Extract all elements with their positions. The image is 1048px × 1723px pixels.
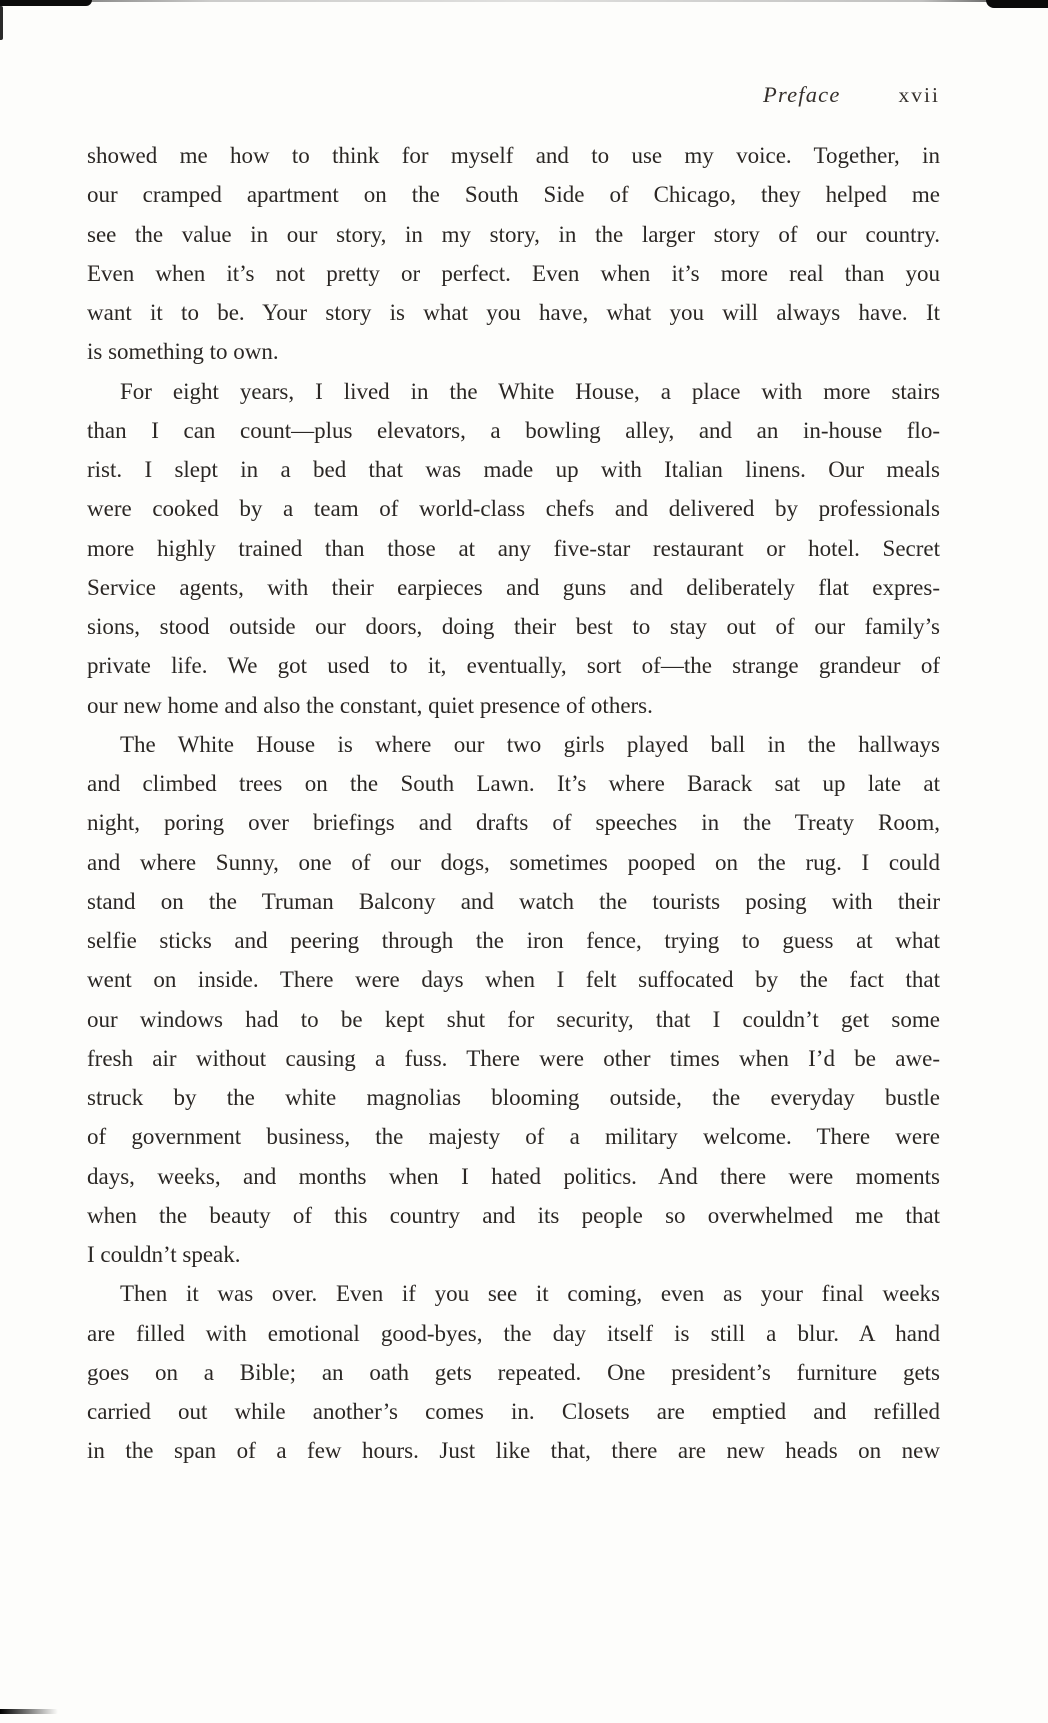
text-line: The White House is where our two girls played ball in the hallways (120, 731, 940, 757)
text-line: and where Sunny, one of our dogs, sometimes pooped on the rug. I could (87, 849, 940, 875)
paragraph (87, 136, 940, 372)
text-line: were cooked by a team of world-class chefs and delivered by professionals (87, 496, 940, 522)
text-line: fresh air without causing a fuss. There were other times when I’d be awe- (87, 1045, 940, 1071)
text-line: our new home and also the constant, quiet presence of others. (87, 692, 653, 718)
text-line: rist. I slept in a bed that was made up with Italian linens. Our meals (87, 457, 940, 482)
text-line: are filled with emotional good-byes, the day itself is still a blur. A hand (87, 1320, 940, 1346)
text-line: and climbed trees on the South Lawn. It’s where Barack sat up late at (87, 771, 940, 796)
text-line: days, weeks, and months when I hated politics. And there were moments (87, 1163, 940, 1189)
text-line: is something to own. (87, 339, 279, 365)
text-line: showed me how to think for myself and to use my voice. Together, in (87, 143, 940, 168)
page-content (87, 82, 940, 1471)
scan-artifact-bottom-left (0, 1709, 58, 1714)
running-head (87, 82, 940, 108)
text-line: I couldn’t speak. (87, 1242, 241, 1267)
text-line: goes on a Bible; an oath gets repeated. One president’s furniture gets (87, 1359, 940, 1385)
text-line: want it to be. Your story is what you have, what you will always have. It (87, 300, 940, 325)
text-line: went on inside. There were days when I felt suffocated by the fact that (87, 967, 940, 993)
text-line: For eight years, I lived in the White House, a place with more stairs (120, 378, 940, 404)
text-line: sions, stood outside our doors, doing their best to stay out of our family’s (87, 614, 940, 639)
text-line: night, poring over briefings and drafts of speeches in the Treaty Room, (87, 810, 940, 836)
scan-artifact-top-edge (0, 0, 1048, 2)
text-line: private life. We got used to it, eventually, sort of—the strange grandeur of (87, 653, 940, 679)
text-line: than I can count—plus elevators, a bowling alley, and an in-house flo- (87, 417, 940, 443)
text-line: Even when it’s not pretty or perfect. Even when it’s more real than you (87, 260, 940, 286)
running-head-section-title: Preface (763, 82, 841, 107)
scan-artifact-top-left (0, 0, 92, 6)
paragraph (87, 725, 940, 1275)
text-line: when the beauty of this country and its people so overwhelmed me that (87, 1202, 940, 1228)
page-number: xvii (898, 83, 940, 107)
scan-artifact-left-edge (0, 6, 3, 40)
text-line: of government business, the majesty of a military welcome. There were (87, 1124, 940, 1150)
text-line: see the value in our story, in my story, in the larger story of our country. (87, 221, 940, 247)
text-line: more highly trained than those at any five-star restaurant or hotel. Secret (87, 535, 940, 561)
text-line: carried out while another’s comes in. Closets are emptied and refilled (87, 1399, 940, 1424)
text-line: in the span of a few hours. Just like that, there are new heads on new (87, 1438, 940, 1464)
text-line: stand on the Truman Balcony and watch the tourists posing with their (87, 888, 940, 914)
page-body (87, 136, 940, 1471)
text-line: struck by the white magnolias blooming outside, the everyday bustle (87, 1085, 940, 1110)
scan-artifact-top-right (986, 0, 1048, 8)
text-line: our windows had to be kept shut for security, that I couldn’t get some (87, 1006, 940, 1032)
paragraph (87, 372, 940, 725)
text-line: Then it was over. Even if you see it coming, even as your final weeks (120, 1281, 940, 1307)
text-line: selfie sticks and peering through the iron fence, trying to guess at what (87, 928, 940, 953)
text-line: Service agents, with their earpieces and guns and deliberately flat expres- (87, 574, 940, 600)
text-line: our cramped apartment on the South Side of Chicago, they helped me (87, 182, 940, 208)
paragraph (87, 1274, 940, 1470)
